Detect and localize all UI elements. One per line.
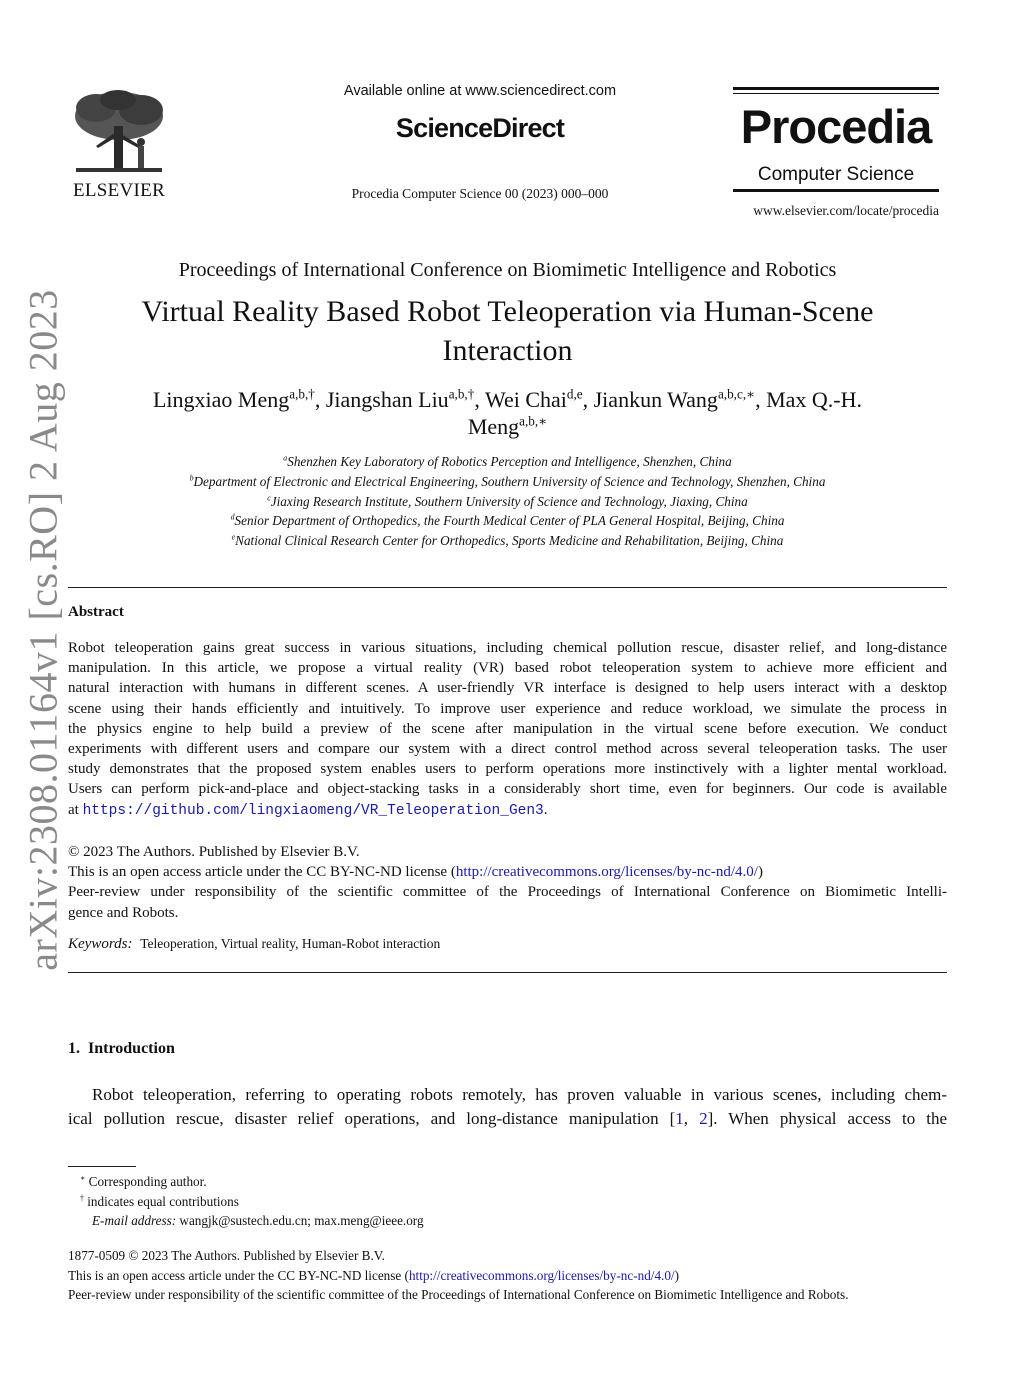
- abstract-bottom-rule: [68, 972, 947, 973]
- affiliations: [68, 452, 947, 551]
- elsevier-wordmark: ELSEVIER: [72, 180, 166, 201]
- bottom-copyright: [68, 1246, 958, 1305]
- author-separator: ,: [582, 387, 594, 412]
- affiliation-mark: e: [231, 532, 236, 542]
- author-name: Max Q.-H.: [766, 387, 863, 412]
- elsevier-tree-icon: [66, 86, 172, 180]
- affiliation-mark: c: [267, 493, 271, 503]
- procedia-logo: [733, 87, 939, 222]
- proceedings-name: Proceedings of International Conference on Biomimetic Intelligence and Robotics: [178, 259, 837, 281]
- peer-review-line: gence and Robots.: [68, 904, 179, 921]
- procedia-title: Procedia: [740, 100, 932, 153]
- copyright-line: © 2023 The Authors. Published by Elsevier B.V.: [68, 844, 360, 860]
- copyright-block: [68, 842, 947, 923]
- affiliation: $^a$Shenzhen Key Laboratory of Robotics Perception and Intelligence, Shenzhen, China: [283, 453, 732, 469]
- abstract-last-line: at https://github.com/lingxiaomeng/VR_Teleoperation_Gen3.: [68, 801, 548, 819]
- author-affil-marks: a,b,†: [448, 386, 475, 402]
- paper-title-line1: Virtual Reality Based Robot Teleoperation via Human-Scene: [141, 295, 874, 328]
- available-online: Available online at www.sciencedirect.com: [343, 83, 617, 99]
- procedia-bottom-rule: [733, 189, 939, 192]
- affiliation-mark: d: [230, 513, 235, 522]
- abstract-line: natural interaction with humans in different scenes. A user-friendly VR interface is designed to help users interact with a desktop: [68, 680, 947, 697]
- author-affil-marks: a,b,c,∗: [717, 386, 756, 402]
- author-separator: ,: [755, 387, 767, 412]
- keywords-value: Teleoperation, Virtual reality, Human-Robot interaction: [140, 936, 441, 951]
- affiliation: $^d$Senior Department of Orthopedics, the Fourth Medical Center of PLA General Hospital, Beijing, China: [230, 513, 785, 529]
- abstract-line: Robot teleoperation gains great success in various situations, including chemical pollution rescue, disaster relief, and long-distance: [68, 640, 947, 656]
- bottom-license-line: This is an open access article under the CC BY-NC-ND license (http://creativecommons.org/licenses/by-nc-nd/4.0/): [68, 1267, 680, 1283]
- author-affil-marks: a,b,†: [289, 386, 315, 402]
- abstract-line: experiments with different users and compare our system with a direct control method across several teleoperation tasks. The user: [68, 741, 947, 758]
- keywords-label: Keywords:: [68, 936, 133, 952]
- footnote-corresponding: ∗ Corresponding author.: [80, 1173, 207, 1189]
- abstract-heading: Abstract: [68, 604, 124, 620]
- intro-line: Robot teleoperation, referring to operating robots remotely, has proven valuable in various scenes, including chem-: [92, 1085, 947, 1104]
- intro-heading: 1. Introduction: [68, 1040, 175, 1057]
- affiliation: $^c$Jiaxing Research Institute, Southern University of Science and Technology, Jiaxing, China: [267, 493, 748, 509]
- author-list-line2: [68, 414, 947, 440]
- author-name: Jiangshan Liu: [325, 387, 449, 412]
- bottom-license-link[interactable]: http://creativecommons.org/licenses/by-nc-nd/4.0/: [408, 1267, 675, 1283]
- procedia-subtitle: Computer Science: [757, 164, 915, 185]
- footnote-rule: [68, 1166, 136, 1167]
- keywords-line: [68, 936, 947, 953]
- citation-link[interactable]: 2: [699, 1109, 708, 1128]
- author-list: [68, 387, 947, 413]
- affiliation: $^b$Department of Electronic and Electrical Engineering, Southern University of Science and Technology, Shenzhen, China: [189, 473, 826, 489]
- journal-reference: Procedia Computer Science 00 (2023) 000–000: [351, 186, 609, 201]
- affiliation-mark: a: [283, 453, 288, 463]
- sciencedirect-logo: ScienceDirect: [395, 113, 565, 143]
- author-name: Lingxiao Meng: [152, 387, 290, 412]
- elsevier-logo: [66, 86, 172, 204]
- author-name: Meng: [467, 414, 520, 439]
- bottom-peer-review: Peer-review under responsibility of the scientific committee of the Proceedings of International Conference on Biomimetic Intelligence and Robots.: [68, 1287, 849, 1302]
- author-separator: ,: [474, 387, 485, 412]
- abstract-line: scene using their hands efficiently and intuitively. To improve user experience and reduce workload, we simulate the process in: [68, 700, 947, 717]
- abstract-line: manipulation. In this article, we propose a virtual reality (VR) based robot teleoperation system to achieve more efficient and: [68, 660, 947, 677]
- procedia-top-rule: [733, 87, 939, 90]
- abstract-top-rule: [68, 587, 947, 588]
- intro-body: [68, 1083, 947, 1131]
- author-affil-marks: d,e: [566, 386, 583, 402]
- issn-line: 1877-0509 © 2023 The Authors. Published by Elsevier B.V.: [68, 1248, 385, 1263]
- paper-title-line2: Interaction: [442, 334, 573, 367]
- footnote-equal: † indicates equal contributions: [80, 1193, 239, 1209]
- author-separator: ,: [314, 387, 326, 412]
- abstract-line: Users can perform pick-and-place and object-stacking tasks in a considerably short time, even for beginners. Our code is available: [68, 781, 947, 798]
- author-affil-marks: a,b,∗: [519, 413, 548, 429]
- author-name: Wei Chai: [484, 387, 567, 412]
- abstract-body: [68, 638, 947, 821]
- citation-link[interactable]: 1: [675, 1109, 684, 1128]
- footnote-email: E-mail address: wangjk@sustech.edu.cn; max.meng@ieee.org: [92, 1213, 424, 1228]
- abstract-line: study demonstrates that the proposed system enables users to perform operations more instinctively with a lighter mental workload.: [68, 761, 947, 778]
- procedia-top-rule-thin: [733, 93, 939, 94]
- peer-review-line: Peer-review under responsibility of the scientific committee of the Proceedings of International Conference on Biomimetic Intelli-: [68, 884, 947, 901]
- abstract-line: the physics engine to help build a preview of the scene after manipulation in the virtual scene before execution. We conduct: [68, 720, 947, 737]
- footnotes: [80, 1172, 940, 1231]
- procedia-url: www.elsevier.com/locate/procedia: [753, 203, 939, 218]
- author-name: Jiankun Wang: [593, 387, 718, 412]
- intro-line: ical pollution rescue, disaster relief operations, and long-distance manipulation [1, 2]. When physical access to the: [68, 1109, 947, 1128]
- code-url-link[interactable]: https://github.com/lingxiaomeng/VR_Teleoperation_Gen3: [82, 802, 544, 819]
- license-link[interactable]: http://creativecommons.org/licenses/by-nc-nd/4.0/: [455, 864, 758, 881]
- arxiv-stamp: arXiv:2308.01164v1 [cs.RO] 2 Aug 2023: [20, 289, 66, 971]
- affiliation-mark: b: [189, 473, 194, 483]
- license-line: This is an open access article under the CC BY-NC-ND license (http://creativecommons.org/licenses/by-nc-nd/4.0/): [68, 864, 763, 881]
- affiliation: $^e$National Clinical Research Center for Orthopedics, Sports Medicine and Rehabilitation, Beijing, China: [231, 532, 784, 549]
